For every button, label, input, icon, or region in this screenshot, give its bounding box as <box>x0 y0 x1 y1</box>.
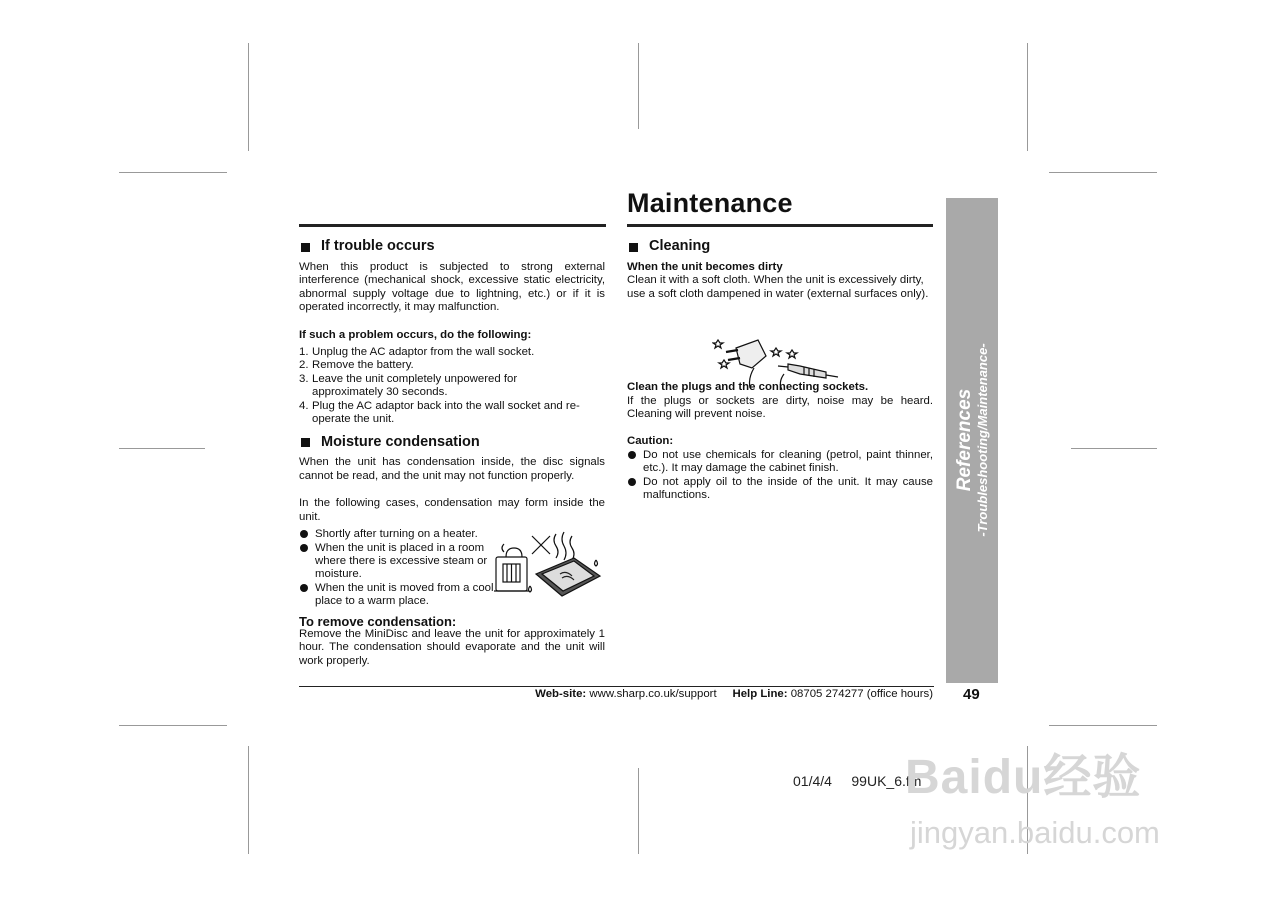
list-item <box>299 400 605 427</box>
bullet-text: When the unit is moved from a cool place to a warm place. <box>315 581 494 608</box>
step-text: Remove the battery. <box>312 359 414 372</box>
footer <box>299 688 933 700</box>
side-tab-title: References <box>954 388 975 492</box>
list-item <box>299 373 605 400</box>
moisture-intro: When the unit has condensation inside, the disc signals cannot be read, and the unit may not function properly. <box>299 456 605 482</box>
step-text: Plug the AC adaptor back into the wall socket and re-operate the unit. <box>312 399 580 426</box>
left-header-rule <box>299 224 606 227</box>
right-header-rule <box>627 224 933 227</box>
print-stamp <box>793 773 921 789</box>
bullet-dot-icon <box>628 478 636 486</box>
list-item <box>299 528 495 541</box>
moisture-cases-intro: In the following cases, condensation may form inside the unit. <box>299 497 605 523</box>
trouble-subheading: If such a problem occurs, do the following: <box>299 328 532 341</box>
trouble-intro: When this product is subjected to strong external interference (mechanical shock, excessive static electricity, abnormal supply voltage due to lightning, etc.) or if it is operated incorrectly, it may malfunction. <box>299 261 605 314</box>
footer-rule <box>299 686 934 687</box>
dirty-heading: When the unit becomes dirty <box>627 261 783 273</box>
cleaning-heading-text: Cleaning <box>649 238 711 255</box>
list-item <box>627 476 933 503</box>
stamp-file: 99UK_6.fm <box>851 773 922 789</box>
bullet-dot-icon <box>300 544 308 552</box>
page-title: Maintenance <box>627 188 793 218</box>
crop-mark <box>119 172 227 173</box>
step-number: 1. <box>299 346 309 359</box>
trouble-heading <box>299 238 605 256</box>
square-bullet-icon <box>301 438 310 447</box>
list-item <box>627 449 933 476</box>
moisture-cases <box>299 528 495 608</box>
plugs-text: If the plugs or sockets are dirty, noise may be heard. Cleaning will prevent noise. <box>627 394 933 421</box>
bullet-dot-icon <box>300 584 308 592</box>
web-url: www.sharp.co.uk/support <box>589 688 717 700</box>
step-text: Leave the unit completely unpowered for approximately 30 seconds. <box>312 372 518 399</box>
moisture-heading-text: Moisture condensation <box>321 433 480 450</box>
plugs-heading: Clean the plugs and the connecting sockets. <box>627 381 869 394</box>
crop-mark <box>638 768 639 854</box>
watermark-url: jingyan.baidu.com <box>910 815 1160 850</box>
help-number: 08705 274277 (office hours) <box>790 688 933 700</box>
crop-mark <box>119 725 227 726</box>
bullet-dot-icon <box>300 530 308 538</box>
left-column <box>299 238 605 668</box>
trouble-steps <box>299 346 605 426</box>
step-number: 2. <box>299 359 309 372</box>
web-label: Web-site: <box>535 688 587 700</box>
bullet-text: Do not apply oil to the inside of the unit. It may cause malfunctions. <box>643 475 933 502</box>
step-number: 3. <box>299 372 309 385</box>
step-text: Unplug the AC adaptor from the wall socket. <box>312 346 535 359</box>
bullet-text: Do not use chemicals for cleaning (petrol, paint thinner, etc.). It may damage the cabinet finish. <box>643 448 933 475</box>
bullet-text: Shortly after turning on a heater. <box>315 528 478 541</box>
remove-text: Remove the MiniDisc and leave the unit for approximately 1 hour. The condensation should evaporate and the unit will work properly. <box>299 627 605 667</box>
watermark-logo: Baidu经验 <box>905 751 1142 804</box>
help-label: Help Line: <box>732 688 788 700</box>
trouble-heading-text: If trouble occurs <box>321 238 435 255</box>
bullet-dot-icon <box>628 451 636 459</box>
remove-heading: To remove condensation: <box>299 613 457 629</box>
step-number: 4. <box>299 399 309 412</box>
crop-mark <box>638 43 639 129</box>
plug-illustration <box>712 334 842 392</box>
moisture-heading <box>299 433 605 451</box>
list-item <box>299 582 495 609</box>
side-tab-subtitle: -Troubleshooting/Maintenance- <box>975 343 990 537</box>
side-tab <box>946 198 998 683</box>
stamp-date: 01/4/4 <box>793 773 832 789</box>
list-item <box>299 542 495 582</box>
cleaning-heading <box>627 238 933 256</box>
bullet-text: When the unit is placed in a room where there is excessive steam or moisture. <box>315 541 488 581</box>
side-tab-text <box>954 343 990 536</box>
caution-list <box>627 449 933 503</box>
condensation-illustration <box>492 530 604 602</box>
list-item <box>299 346 605 359</box>
dirty-text: Clean it with a soft cloth. When the unit is excessively dirty, use a soft cloth dampened in water (external surfaces only). <box>627 274 929 300</box>
crop-mark <box>1049 725 1157 726</box>
crop-mark <box>1049 172 1157 173</box>
crop-mark <box>1071 448 1157 449</box>
crop-mark <box>119 448 205 449</box>
page-number: 49 <box>963 686 980 703</box>
list-item <box>299 359 605 372</box>
crop-mark <box>248 43 249 151</box>
crop-mark <box>248 746 249 854</box>
crop-mark <box>1027 43 1028 151</box>
caution-heading: Caution: <box>627 435 674 448</box>
square-bullet-icon <box>301 243 310 252</box>
square-bullet-icon <box>629 243 638 252</box>
